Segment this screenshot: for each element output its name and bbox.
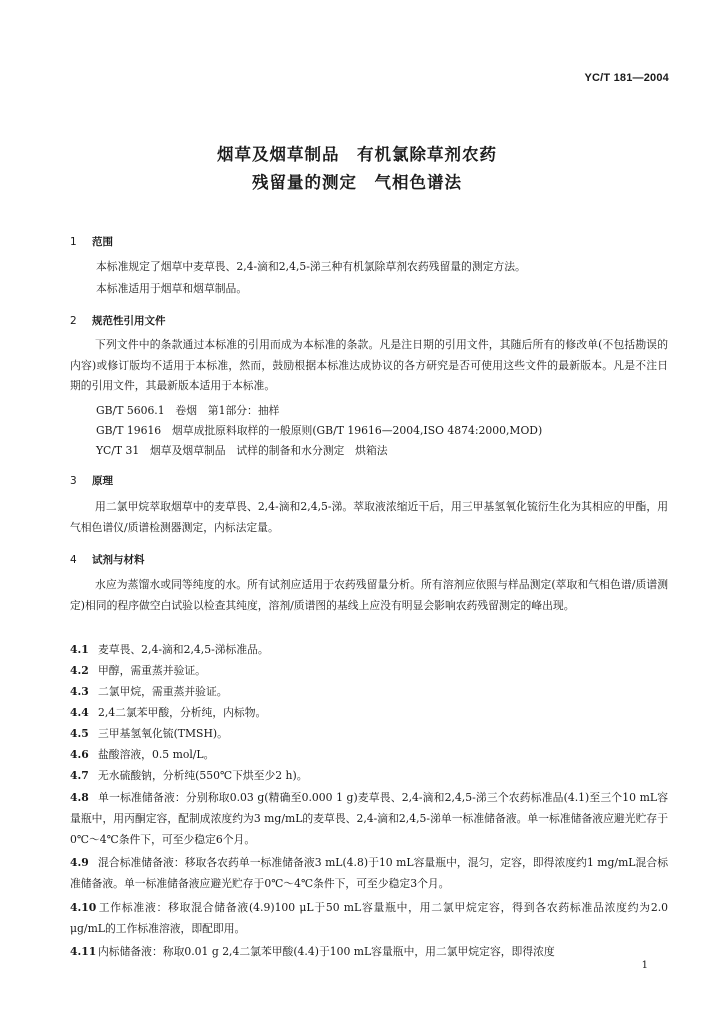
section-3-heading	[70, 473, 113, 488]
list-item: 4.5 三甲基氢氧化锍(TMSH)。	[70, 727, 228, 740]
section-title: 试剂与材料	[92, 554, 145, 566]
list-item: 4.1 麦草畏、2,4-滴和2,4,5-涕标准品。	[70, 643, 269, 656]
section-number: 2	[70, 315, 77, 327]
page-number: 1	[641, 960, 648, 971]
section-number: 4	[70, 554, 77, 566]
section-title: 规范性引用文件	[92, 315, 166, 327]
section-4-heading	[70, 552, 145, 567]
section-2-heading	[70, 313, 166, 328]
list-item: 4.3 二氯甲烷，需重蒸并验证。	[70, 685, 228, 698]
list-item: 4.2 甲醇，需重蒸并验证。	[70, 664, 206, 677]
list-item: 4.7 无水硫酸钠，分析纯(550℃下烘至少2 h)。	[70, 769, 308, 782]
section-number: 1	[70, 236, 77, 248]
list-item: 4.9 混合标准储备液：移取各农药单一标准储备液3 mL(4.8)于10 mL容量瓶中，混匀，定容，即得浓度约1 mg/mL混合标准储备液。单一标准储备液应避光贮存于0℃～4℃条件下，可至少稳定3个月。	[70, 856, 668, 890]
reference-item: GB/T 5606.1 卷烟 第1部分：抽样	[96, 404, 280, 417]
standard-code: YC/T 181—2004	[584, 72, 669, 84]
section-number: 3	[70, 475, 77, 487]
paragraph: 本标准规定了烟草中麦草畏、2,4-滴和2,4,5-涕三种有机氯除草剂农药残留量的测定方法。	[96, 260, 526, 273]
section-title: 范围	[92, 236, 113, 248]
list-item: 4.4 2,4二氯苯甲酸，分析纯，内标物。	[70, 706, 267, 719]
list-item: 4.6 盐酸溶液，0.5 mol/L。	[70, 748, 215, 761]
paragraph: 水应为蒸馏水或同等纯度的水。所有试剂应适用于农药残留量分析。所有溶剂应依照与样品测定(萃取和气相色谱/质谱测定)相同的程序做空白试验以检查其纯度，溶剂/质谱图的基线上应没有明显会影响农药残留测定的峰出现。	[70, 578, 668, 612]
list-item: 4.8 单一标准储备液：分别称取0.03 g(精确至0.000 1 g)麦草畏、2,4-滴和2,4,5-涕三个农药标准品(4.1)至三个10 mL容量瓶中，用丙酮定容，配制成浓度约为3 mg/mL的麦草畏、2,4-滴和2,4,5-涕单一标准储备液。单一标准储备液应避光贮存于0℃～4℃条件下，可至少稳定6个月。	[70, 791, 668, 846]
section-title: 原理	[92, 475, 113, 487]
list-item: 4.10 工作标准液：移取混合储备液(4.9)100 μL于50 mL容量瓶中，用二氯甲烷定容，得到各农药标准品浓度约为2.0 μg/mL的工作标准溶液，即配即用。	[70, 901, 668, 935]
reference-item: GB/T 19616 烟草成批原料取样的一般原则(GB/T 19616—2004,ISO 4874:2000,MOD)	[96, 424, 543, 437]
paragraph: 用二氯甲烷萃取烟草中的麦草畏、2,4-滴和2,4,5-涕。萃取液浓缩近干后，用三甲基氢氧化锍衍生化为其相应的甲酯，用气相色谱仪/质谱检测器测定，内标法定量。	[70, 500, 668, 534]
paragraph: 下列文件中的条款通过本标准的引用而成为本标准的条款。凡是注日期的引用文件，其随后所有的修改单(不包括勘误的内容)或修订版均不适用于本标准，然而，鼓励根据本标准达成协议的各方研究是否可使用这些文件的最新版本。凡是不注日期的引用文件，其最新版本适用于本标准。	[70, 338, 668, 392]
reference-item: YC/T 31 烟草及烟草制品 试样的制备和水分测定 烘箱法	[96, 444, 388, 457]
document-title-line-2: 残留量的测定 气相色谱法	[252, 173, 462, 192]
section-1-heading	[70, 234, 113, 249]
paragraph: 本标准适用于烟草和烟草制品。	[96, 282, 248, 295]
list-item: 4.11 内标储备液：称取0.01 g 2,4二氯苯甲酸(4.4)于100 mL容量瓶中，用二氯甲烷定容，即得浓度	[70, 945, 555, 958]
document-title-line-1: 烟草及烟草制品 有机氯除草剂农药	[217, 145, 497, 164]
